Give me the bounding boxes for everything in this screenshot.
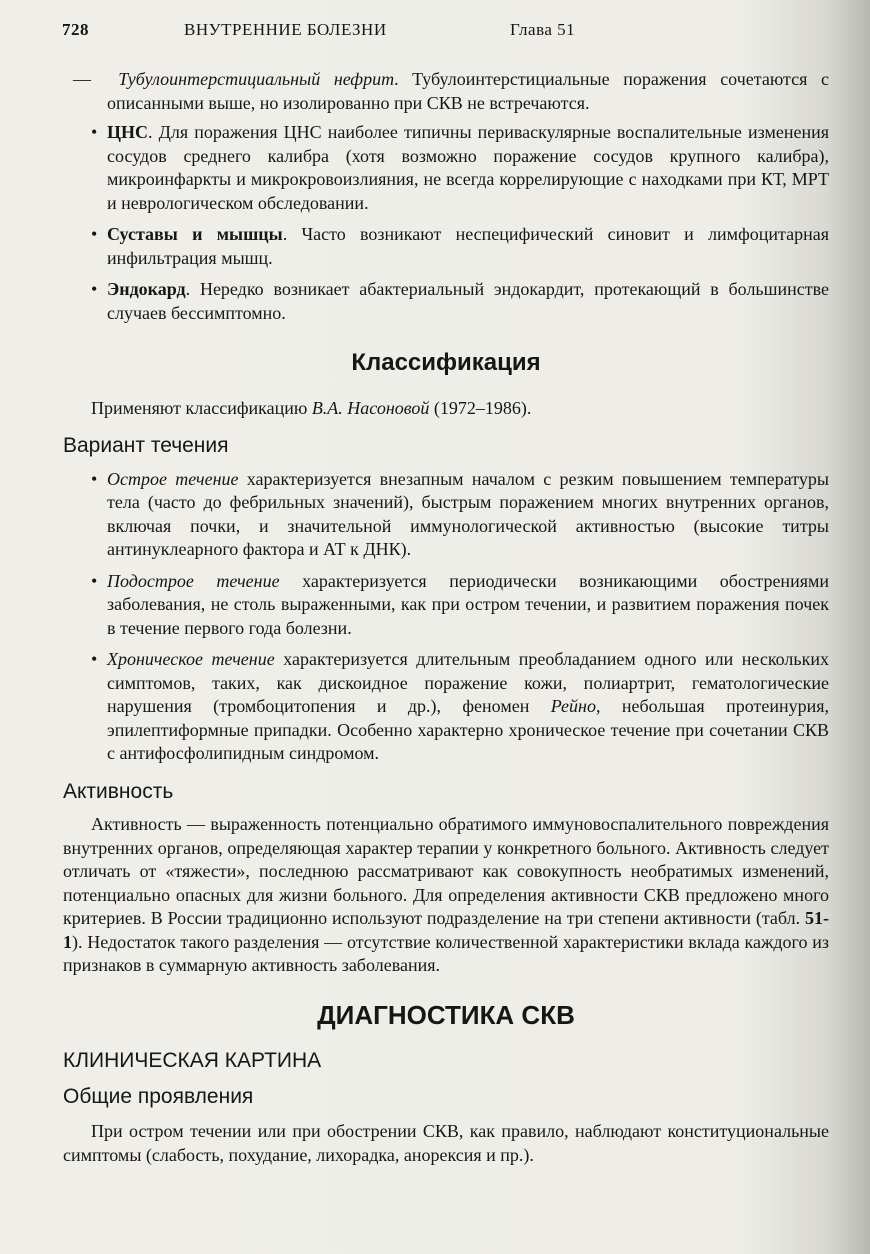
- list-item: [63, 648, 829, 766]
- item-term: Острое течение: [107, 468, 239, 489]
- item-term-reynaud: Рейно: [550, 696, 596, 716]
- table-reference: 51-1: [63, 908, 829, 952]
- item-term: Хроническое течение: [107, 649, 275, 669]
- running-title: ВНУТРЕННИЕ БОЛЕЗНИ: [184, 20, 387, 39]
- list-item: [63, 121, 829, 215]
- classification-intro: [63, 397, 829, 421]
- item-text-end: , небольшая протеинурия, эпилептиформные припадки. Особенно характерно хроническое течение при сочетании СКВ с антифосфолипидным синдромом.: [107, 696, 829, 763]
- list-item: [63, 468, 829, 562]
- item-term: Суставы и мышцы: [107, 224, 283, 244]
- dash-marker: —: [73, 69, 91, 89]
- item-text: . Нередко возникает абактериальный эндокардит, протекающий в большинстве случаев бессимптомно.: [107, 279, 829, 323]
- intro-text-end: (1972–1986).: [429, 397, 532, 418]
- subsection-title-activity: Активность: [63, 779, 174, 803]
- activity-text: Активность — выраженность потенциально обратимого иммуновоспалительного повреждения внутренних органов, определяющая характер терапии у конкретного больного. Активность следует отличать от «тяжести», последнюю рассматривают как совокупность необратимых изменений, потенциально опасных для жизни больного. Для определения активности СКВ предложено много критериев. В России традиционно используют подразделение на три степени активности (табл.: [63, 814, 829, 928]
- bullet-marker: •: [91, 279, 98, 299]
- list-item: [63, 278, 829, 325]
- page-content: [63, 68, 829, 1167]
- bullet-marker: •: [91, 468, 98, 489]
- activity-text-end: ). Недостаток такого разделения — отсутствие количественной характеристики вклада каждого из признаков в суммарную активность заболевания.: [63, 931, 829, 975]
- item-text: характеризуется внезапным началом с резким повышением температуры тела (часто до фебрильных значений), быстрым поражением многих внутренних органов, включая почки, и значительной иммунологической активностью (высокие титры антинуклеарного фактора и АТ к ДНК).: [107, 468, 829, 559]
- bullet-marker: •: [91, 570, 98, 591]
- item-term: Тубулоинтерстициальный нефрит: [118, 69, 395, 89]
- item-text: . Тубулоинтерстициальные поражения сочетаются с описанными выше, но изолированно при СКВ не встречаются.: [107, 69, 829, 113]
- item-term: Эндокард: [107, 279, 186, 299]
- section-title-classification: Классификация: [351, 349, 541, 376]
- list-item: [63, 570, 829, 641]
- section-title-diagnostics: ДИАГНОСТИКА СКВ: [317, 999, 575, 1030]
- bullet-marker: •: [91, 224, 98, 244]
- item-text: . Для поражения ЦНС наиболее типичны периваскулярные воспалительные изменения сосудов среднего калибра (хотя возможно поражение сосудов крупного калибра), микроинфаркты и микрокровоизлияния, не всегда коррелирующие с находками при КТ, МРТ и неврологическом обследовании.: [107, 122, 829, 213]
- item-term: Подострое течение: [107, 570, 280, 591]
- bullet-marker: •: [91, 122, 98, 142]
- activity-paragraph: [63, 813, 829, 978]
- bullet-marker: •: [91, 649, 98, 669]
- chapter-label: Глава 51: [510, 20, 576, 39]
- item-text: . Часто возникают неспецифический синовит и лимфоцитарная инфильтрация мышц.: [107, 224, 829, 268]
- subsection-title-course: Вариант течения: [63, 434, 229, 457]
- item-term: ЦНС: [107, 122, 149, 142]
- subsection-title-general: Общие проявления: [63, 1084, 254, 1108]
- item-text: характеризуется длительным преобладанием одного или нескольких симптомов, таких, как дискоидное поражение кожи, полиартрит, гематологические нарушения (тромбоцитопения и др.), феномен: [107, 649, 829, 716]
- list-item: [63, 223, 829, 270]
- author-name: В.А. Насоновой: [311, 397, 430, 418]
- subsection-title-clinical: КЛИНИЧЕСКАЯ КАРТИНА: [63, 1049, 322, 1072]
- list-item: [63, 68, 829, 115]
- general-paragraph: При остром течении или при обострении СКВ, как правило, наблюдают конституциональные симптомы (слабость, похудание, лихорадка, анорексия и пр.).: [63, 1121, 829, 1165]
- intro-text: Применяют классификацию: [91, 397, 312, 418]
- item-text: характеризуется периодически возникающими обострениями заболевания, не столь выраженными, как при остром течении, и развитием поражения почек в течение первого года болезни.: [107, 570, 829, 638]
- page-number: 728: [62, 20, 89, 39]
